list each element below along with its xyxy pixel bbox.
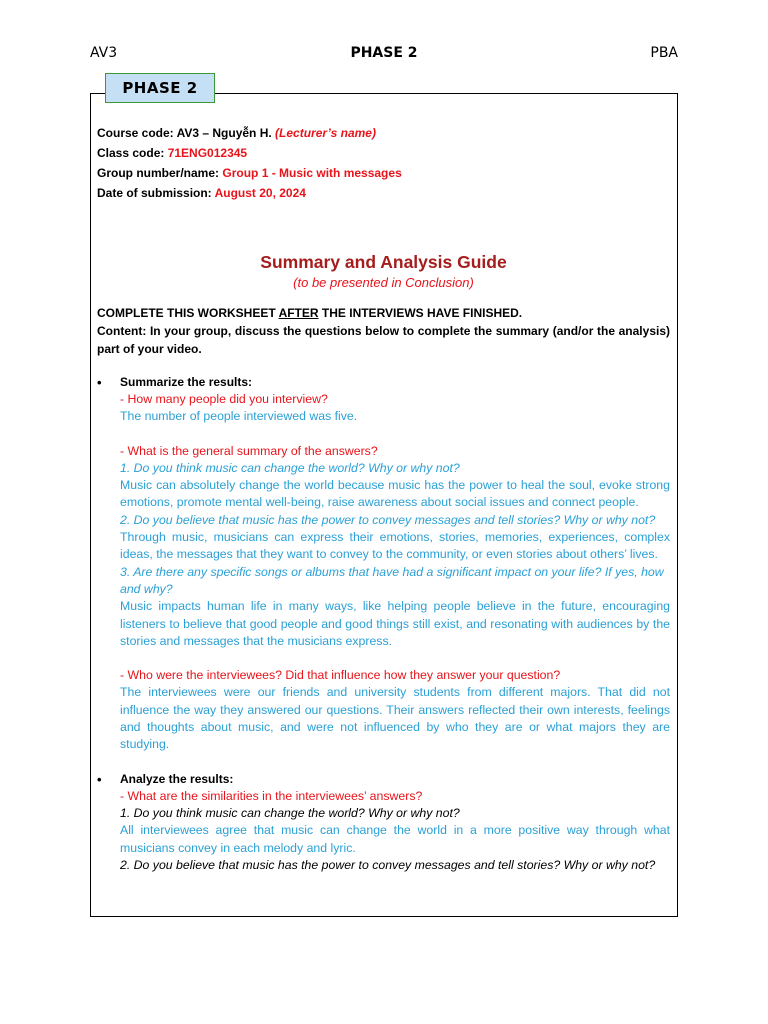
bullet-icon: • [97, 375, 102, 390]
summarize-section [97, 374, 670, 754]
subanswer-3: Music impacts human life in many ways, like helping people believe in the future, encouraging listeners to believe that good people and good things still exist, and resonating with audiences by the stories and messages that the musicians express. [120, 599, 670, 648]
subanswer-1: Music can absolutely change the world because music has the power to heal the soul, evoke strong emotions, promote mental well-being, raise awareness about social issues and connect people. [120, 478, 670, 510]
instruction-after: AFTER [278, 306, 319, 320]
class-code-value: 71ENG012345 [167, 146, 248, 160]
question-interviewees: - Who were the interviewees? Did that influence how they answer your question? [120, 668, 561, 683]
lecturer-note: (Lecturer’s name) [275, 126, 376, 140]
date-value: August 20, 2024 [214, 186, 306, 200]
date-label: Date of submission: [97, 186, 212, 200]
header-left-text: AV3 [90, 45, 118, 61]
header-right-text: PBA [650, 45, 678, 61]
page-header [90, 45, 678, 65]
content-text: Content: In your group, discuss the questions below to complete the summary (and/or the analysis) part of your video. [97, 324, 670, 356]
course-code-line [97, 123, 670, 143]
analyze-subanswer-1: All interviewees agree that music can change the world in a more positive way through what musicians convey in each melody and lyric. [120, 823, 670, 855]
instruction-pre: COMPLETE THIS WORKSHEET [97, 306, 279, 320]
question-general-summary: - What is the general summary of the answers? [120, 443, 378, 458]
course-code-label: Course code: AV3 – Nguyễn H. [97, 126, 272, 140]
instruction-line [97, 304, 670, 322]
worksheet-content [97, 123, 670, 874]
content-instruction [97, 322, 670, 358]
answer-interviewees: The interviewees were our friends and university students from different majors. That did not influence the way they answered our questions. Their answers reflected their own interests, feelings and thoughts about music, and were not influenced by who they are or what majors they are studying. [120, 685, 670, 752]
subanswer-2: Through music, musicians can express their emotions, stories, memories, experiences, complex ideas, the messages that they want to convey to the community, or even stories about others’ lives. [120, 530, 670, 562]
page-title: Summary and Analysis Guide [260, 252, 507, 272]
summarize-heading: Summarize the results: [120, 375, 253, 389]
analyze-subquestion-1: 1. Do you think music can change the world? Why or why not? [120, 805, 460, 820]
date-line [97, 183, 670, 203]
group-line [97, 163, 670, 183]
analyze-subquestion-2: 2. Do you believe that music has the power to convey messages and tell stories? Why or why not? [120, 857, 656, 872]
question-interview-count: - How many people did you interview? [120, 392, 328, 406]
subquestion-3: 3. Are there any specific songs or albums that have had a significant impact on your life? If yes, how and why? [120, 564, 664, 596]
analyze-heading: Analyze the results: [120, 771, 234, 786]
group-value: Group 1 - Music with messages [222, 166, 402, 180]
class-code-line [97, 143, 670, 163]
analyze-section [97, 771, 670, 874]
bullet-icon: • [97, 771, 102, 787]
subquestion-1: 1. Do you think music can change the world? Why or why not? [120, 460, 460, 475]
class-code-label: Class code: [97, 146, 165, 160]
phase-tab-label: PHASE 2 [105, 73, 215, 103]
instruction-post: THE INTERVIEWS HAVE FINISHED. [318, 306, 523, 320]
header-center-text: PHASE 2 [350, 45, 418, 61]
page-subtitle: (to be presented in Conclusion) [293, 275, 474, 290]
answer-interview-count: The number of people interviewed was five. [120, 409, 358, 424]
subquestion-2: 2. Do you believe that music has the power to convey messages and tell stories? Why or why not? [120, 512, 656, 527]
group-label: Group number/name: [97, 166, 220, 180]
question-similarities: - What are the similarities in the interviewees’ answers? [120, 788, 423, 803]
worksheet-box [90, 93, 678, 917]
